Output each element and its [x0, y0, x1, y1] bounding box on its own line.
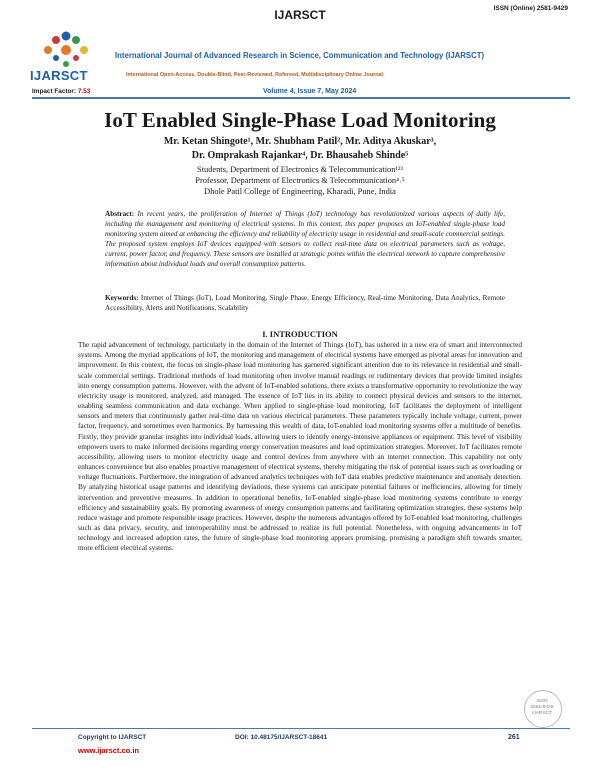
footer-divider [32, 728, 570, 729]
page-number: 261 [508, 734, 520, 741]
introduction-text: The rapid advancement of technology, particularly in the domain of the Internet of Things (IoT), has ushered in a new era of smart and interconnected systems. Among the myriad applications of IoT, the monitoring and management of electrical systems have emerged as pivotal areas for innovation and improvement. In this context, the focus on single-phase load monitoring has garnered significant attention due to its relevance in residential and small-scale commercial settings. Traditional methods of load monitoring often involve manual readings or rudimentary devices that provide limited insights into energy consumption patterns. However, with the advent of IoT-enabled solutions, there exists a transformative opportunity to revolutionize the way electricity usage is monitored, analyzed, and managed. The essence of IoT lies in its ability to connect physical devices and sensors to the internet, enabling seamless communication and data exchange. When applied to single-phase load monitoring, IoT facilitates the deployment of intelligent sensors and meters that continuously gather real-time data on various electrical parameters. These parameters typically include voltage, current, power factor, frequency, and sometimes even harmonics. By harnessing this wealth of data, IoT-enabled load monitoring systems offer a multitude of benefits. Firstly, they provide granular insights into individual loads, allowing users to identify energy-intensive appliances or equipment. This level of visibility empowers users to make informed decisions regarding energy conservation measures and load optimization strategies. Moreover, IoT facilitates remote accessibility, allowing users to monitor electricity usage and control devices from anywhere with an internet connection. This capability not only enhances convenience but also enables proactive management of electrical systems, thereby mitigating the risk of potential issues such as overloading or voltage fluctuations. Furthermore, the integration of advanced analytics techniques with IoT data enables predictive maintenance and anomaly detection. By analyzing historical usage patterns and identifying deviations, these systems can anticipate potential failures or inefficiencies, allowing for timely intervention and preventive measures. In addition to operational benefits, IoT-enabled single-phase load monitoring systems contribute to energy efficiency and sustainability goals. By promoting awareness of energy consumption patterns and facilitating optimization strategies, these systems help reduce wastage and promote responsible usage practices. However, despite the numerous advantages offered by IoT-enabled load monitoring, challenges such as data privacy, security, and interoperability must be addressed to realize its full potential. Nonetheless, with ongoing advancements in IoT technology and increased adoption rates, the future of single-phase load monitoring appears promising, promising a paradigm shift towards smarter, more efficient electrical systems. [78, 341, 522, 553]
impact-factor-value: 7.53 [77, 88, 91, 95]
stamp-line: IJARSCT [532, 710, 552, 716]
header-divider [32, 97, 570, 99]
abstract-label: Abstract: [105, 210, 135, 218]
issn-label: ISSN (Online) 2581-9429 [493, 5, 568, 12]
affiliation-college: Dhole Patil College of Engineering, Kharadi, Pune, India [204, 187, 396, 196]
volume-issue: Volume 4, Issue 7, May 2024 [263, 88, 357, 95]
section-heading-introduction: I. INTRODUCTION [262, 329, 338, 339]
affiliation-students: Students, Department of Electronics & Telecommunication¹²³ [197, 165, 403, 174]
stamp-line: ISSN [536, 699, 548, 704]
keywords [105, 293, 505, 313]
journal-short-name: IJARSCT [274, 8, 326, 22]
journal-subline: International Open-Access, Double-Blind, Peer-Reviewed, Refereed, Multidisciplinary Online Journal [126, 72, 384, 78]
footer-doi-link[interactable]: DOI: 10.48175/IJARSCT-18641 [235, 734, 328, 741]
paper-title: IoT Enabled Single-Phase Load Monitoring [104, 108, 496, 132]
footer-website-link[interactable]: www.ijarsct.co.in [78, 746, 139, 755]
impact-factor [32, 88, 90, 95]
journal-logo-icon [38, 28, 94, 72]
impact-factor-label: Impact Factor: [32, 88, 77, 95]
abstract [105, 210, 505, 270]
issn-stamp-text [527, 699, 557, 717]
affiliation-professors: Professor, Department of Electronics & Telecommunication⁴˒⁵ [195, 176, 405, 185]
authors-line-2: Dr. Omprakash Rajankar⁴, Dr. Bhausaheb Shinde⁵ [191, 150, 409, 161]
keywords-text: Internet of Things (IoT), Load Monitoring, Single Phase, Energy Efficiency, Real-time Monitoring, Data Analytics, Remote Accessibility, Alerts and Notifications, Scalability [105, 294, 505, 313]
footer-copyright: Copyright to IJARSCT [78, 734, 147, 741]
journal-name: International Journal of Advanced Research in Science, Communication and Technology (IJARSCT) [115, 51, 485, 60]
logo-text: IJARSCT [30, 68, 88, 83]
abstract-text: In recent years, the proliferation of Internet of Things (IoT) technology has revolutionized various aspects of daily life, including the management and monitoring of electrical systems. In this context, this paper proposes an IoT-enabled single-phase load monitoring system aimed at enhancing the efficiency and reliability of electricity usage in residential and small-scale commercial settings. The proposed system employs IoT devices equipped with sensors to collect real-time data on electrical parameters such as voltage, current, power factor, and frequency. These sensors are installed at strategic points within the electrical network to capture comprehensive information about individual loads and overall consumption patterns. [105, 210, 506, 268]
stamp-line: 2581-9429 [530, 704, 554, 710]
keywords-label: Keywords: [105, 294, 139, 302]
authors-line-1: Mr. Ketan Shingote¹, Mr. Shubham Patil², Mr. Aditya Akuskar³, [163, 136, 437, 147]
